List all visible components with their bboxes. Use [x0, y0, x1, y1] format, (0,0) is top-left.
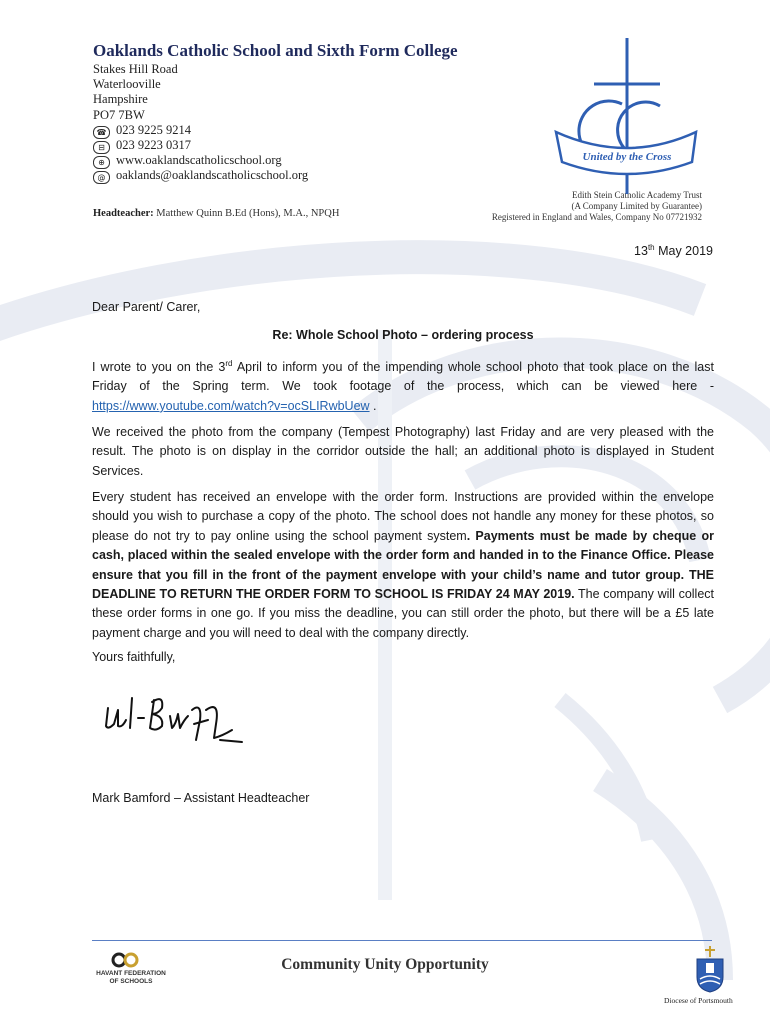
signature	[92, 680, 252, 750]
phone-icon: ☎	[93, 126, 110, 139]
paragraph-1-superscript: rd	[225, 358, 233, 368]
paragraph-1-text-c: .	[369, 398, 377, 413]
paragraph-1-text-b: April to inform you of the impending whole school photo that took place on the last Friday of the Spring term. We took footage of the process, which can be viewed here -	[92, 360, 714, 394]
footer-motto: Community Unity Opportunity	[281, 956, 489, 973]
fax-icon: ⊟	[93, 141, 110, 154]
crest-motto: United by the Cross	[582, 151, 672, 163]
letter-date	[634, 244, 713, 258]
school-crest-logo	[552, 36, 702, 196]
headteacher-line	[93, 208, 339, 219]
paragraph-3-text-a: Every student has received an envelope with the order form. Instructions are provided within the envelope should you wish to purchase a copy of the photo. The school does not handle any money for these photos, so please do not try to pay online using the school payment system	[92, 490, 714, 543]
trust-line-3: Registered in England and Wales, Company No 07721932	[491, 212, 702, 222]
school-address	[93, 62, 308, 184]
address-line-4: PO7 7BW	[93, 107, 145, 122]
date-suffix: th	[647, 242, 655, 252]
footer-divider	[92, 940, 712, 941]
salutation: Dear Parent/ Carer,	[92, 300, 201, 314]
paragraph-1-text-a: I wrote to you on the 3	[92, 360, 226, 374]
website-row	[93, 153, 308, 168]
email-link[interactable]: oaklands@oaklandscatholicschool.org	[116, 168, 309, 183]
paragraph-2: We received the photo from the company (Tempest Photography) last Friday and are very pleased with the result. The photo is on display in the corridor outside the hall; an additional photo is displayed in Student Services.	[92, 425, 714, 478]
paragraph-3-bold-text: . Payments must be made by cheque or cash, placed within the sealed envelope with the order form and handed in to the Finance Office. Please ensure that you fill in the front of the payment envelope with your child’s name and tutor group. THE DEADLINE TO RETURN THE ORDER FORM TO SCHOOL IS FRIDAY 24 MAY 2019.	[92, 528, 714, 602]
federation-line-1: HAVANT FEDERATION	[96, 970, 166, 977]
paragraph-1	[92, 358, 714, 416]
paragraph-3-text-c: The company will collect these order forms in one go. If you miss the deadline, you can still order the photo, but there will be a £5 late payment charge and you will need to deal with the company directly.	[92, 587, 714, 640]
at-sign-icon: @	[93, 171, 110, 184]
paragraph-3	[92, 488, 714, 643]
school-name: Oaklands Catholic School and Sixth Form College	[93, 41, 458, 60]
youtube-link[interactable]: https://www.youtube.com/watch?v=ocSLIRwbUew	[92, 398, 370, 413]
address-line-2: Waterlooville	[93, 77, 161, 92]
address-line-3: Hampshire	[93, 92, 148, 107]
diocese-label: Diocese of Portsmouth	[664, 996, 733, 1005]
email-row	[93, 168, 308, 183]
phone-number: 023 9225 9214	[116, 122, 191, 137]
closing: Yours faithfully,	[92, 650, 176, 664]
phone-row	[93, 123, 308, 138]
globe-icon: ⊕	[93, 156, 110, 169]
date-rest: May 2019	[654, 244, 713, 258]
website-link[interactable]: www.oaklandscatholicschool.org	[116, 153, 282, 168]
date-day: 13	[634, 244, 648, 258]
fax-number: 023 9223 0317	[116, 137, 191, 152]
signer-name: Mark Bamford – Assistant Headteacher	[92, 791, 310, 805]
address-line-1: Stakes Hill Road	[93, 62, 178, 76]
headteacher-name: Matthew Quinn B.Ed (Hons), M.A., NPQH	[156, 208, 340, 219]
letter-subject: Re: Whole School Photo – ordering process	[272, 328, 534, 342]
fax-row	[93, 138, 308, 153]
diocese-crest-icon	[694, 945, 726, 993]
headteacher-label: Headteacher:	[93, 208, 154, 219]
trust-line-2: (A Company Limited by Guarantee)	[571, 201, 702, 211]
federation-line-2: OF SCHOOLS	[109, 978, 153, 985]
trust-line-1: Edith Stein Catholic Academy Trust	[572, 190, 702, 200]
